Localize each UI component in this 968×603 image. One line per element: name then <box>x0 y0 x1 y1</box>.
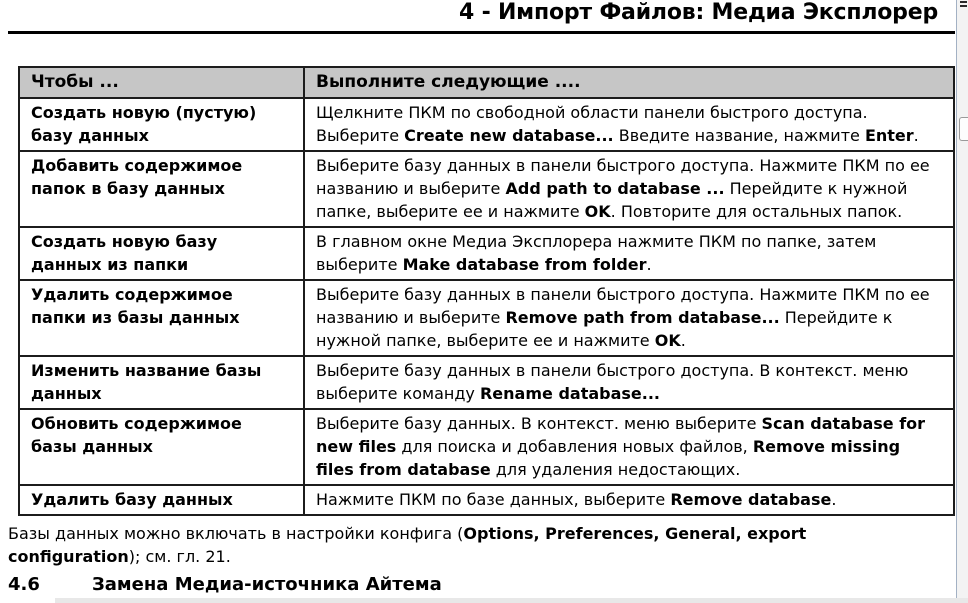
row-steps: Выберите базу данных в панели быстрого доступа. Нажмите ПКМ по ее названию и выберите Remove path from database... Перейдите к нужной папке, выберите ее и нажмите OK. <box>304 280 954 356</box>
table-row <box>19 280 954 356</box>
footer-note: Базы данных можно включать в настройки конфига (Options, Preferences, General, export configuration); см. гл. 21. <box>8 524 807 566</box>
column-header-action: Чтобы ... <box>19 67 304 98</box>
page-title: 4 - Импорт Файлов: Медиа Эксплорер <box>459 0 938 25</box>
row-action: Удалить содержимое папки из базы данных <box>19 280 304 356</box>
row-action: Создать новую (пустую) базу данных <box>19 98 304 151</box>
table-row <box>19 151 954 227</box>
row-steps: Выберите базу данных в панели быстрого доступа. В контекст. меню выберите команду Rename database... <box>304 356 954 409</box>
table-header <box>19 67 954 98</box>
row-action: Добавить содержимое папок в базу данных <box>19 151 304 227</box>
row-steps: Щелкните ПКМ по свободной области панели быстрого доступа. Выберите Create new database... Введите название, нажмите Enter. <box>304 98 954 151</box>
row-steps: Нажмите ПКМ по базе данных, выберите Remove database. <box>304 485 954 515</box>
cutoff-menu-icon <box>960 1 967 7</box>
section-heading <box>8 574 442 595</box>
row-action: Обновить содержимое базы данных <box>19 409 304 485</box>
table-row <box>19 227 954 280</box>
table-header-row <box>19 67 954 98</box>
column-header-steps: Выполните следующие .... <box>304 67 954 98</box>
page-edge-line <box>956 0 957 603</box>
bottom-edge-band <box>55 598 968 603</box>
row-steps: Выберите базу данных. В контекст. меню выберите Scan database for new files для поиска и добавления новых файлов, Remove missing files from database для удаления недостающих. <box>304 409 954 485</box>
section-number: 4.6 <box>8 574 40 595</box>
title-underline <box>8 31 955 34</box>
window-edge-strip <box>957 0 968 603</box>
row-action: Создать новую базу данных из папки <box>19 227 304 280</box>
row-steps: Выберите базу данных в панели быстрого доступа. Нажмите ПКМ по ее названию и выберите Add path to database ... Перейдите к нужной папке, выберите ее и нажмите OK. Повторите для остальных папок. <box>304 151 954 227</box>
table-row <box>19 485 954 515</box>
table-row <box>19 356 954 409</box>
table-body <box>19 98 954 515</box>
cutoff-scroll-handle <box>959 117 968 141</box>
section-title: Замена Медиа-источника Айтема <box>92 574 442 595</box>
table-row <box>19 409 954 485</box>
row-action: Изменить название базы данных <box>19 356 304 409</box>
row-action: Удалить базу данных <box>19 485 304 515</box>
table-row <box>19 98 954 151</box>
row-steps: В главном окне Медиа Эксплорера нажмите ПКМ по папке, затем выберите Make database from folder. <box>304 227 954 280</box>
instructions-table <box>18 66 955 516</box>
